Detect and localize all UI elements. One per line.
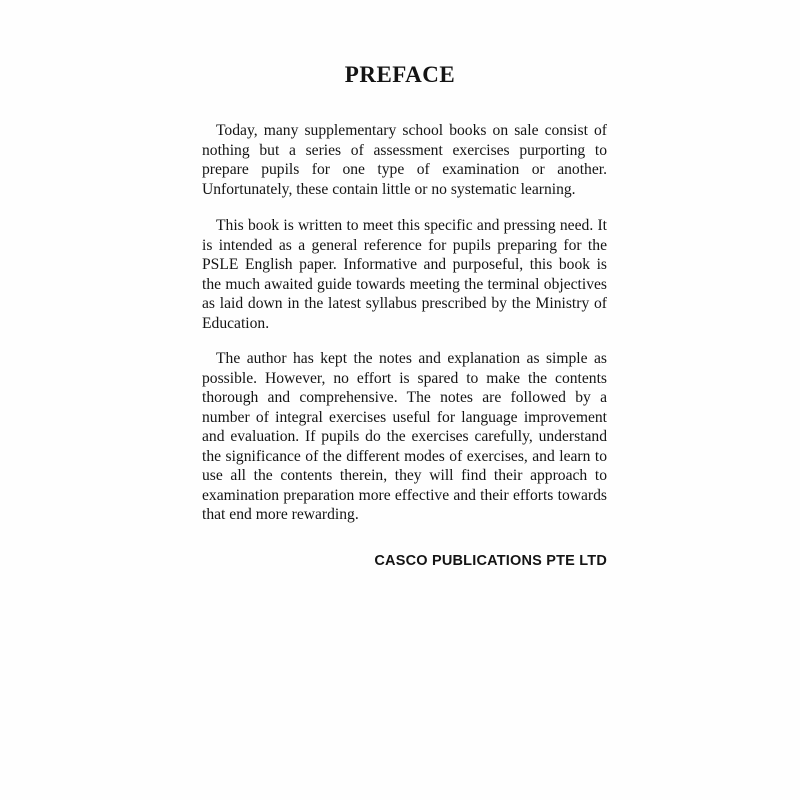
publisher-signature: CASCO PUBLICATIONS PTE LTD — [374, 553, 607, 569]
preface-paragraph-3: The author has kept the notes and explanation as simple as possible. However, no effort is spared to make the contents thorough and comprehensive. The notes are followed by a number of integral exercises useful for language improvement and evaluation. If pupils do the exercises carefully, understand the significance of the different modes of exercises, and learn to use all the contents therein, they will find their approach to examination preparation more effective and their efforts towards that end more rewarding. — [202, 350, 607, 523]
page-title: PREFACE — [344, 62, 456, 87]
preface-paragraph-2: This book is written to meet this specific and pressing need. It is intended as a general reference for pupils preparing for the PSLE English paper. Informative and purposeful, this book is the much awaited guide towards meeting the terminal objectives as laid down in the latest syllabus prescribed by the Ministry of Education. — [202, 217, 607, 332]
preface-paragraph-1: Today, many supplementary school books on sale consist of nothing but a series of assessment exercises purporting to prepare pupils for one type of examination or another. Unfortunately, these contain little or no systematic learning. — [202, 122, 607, 198]
